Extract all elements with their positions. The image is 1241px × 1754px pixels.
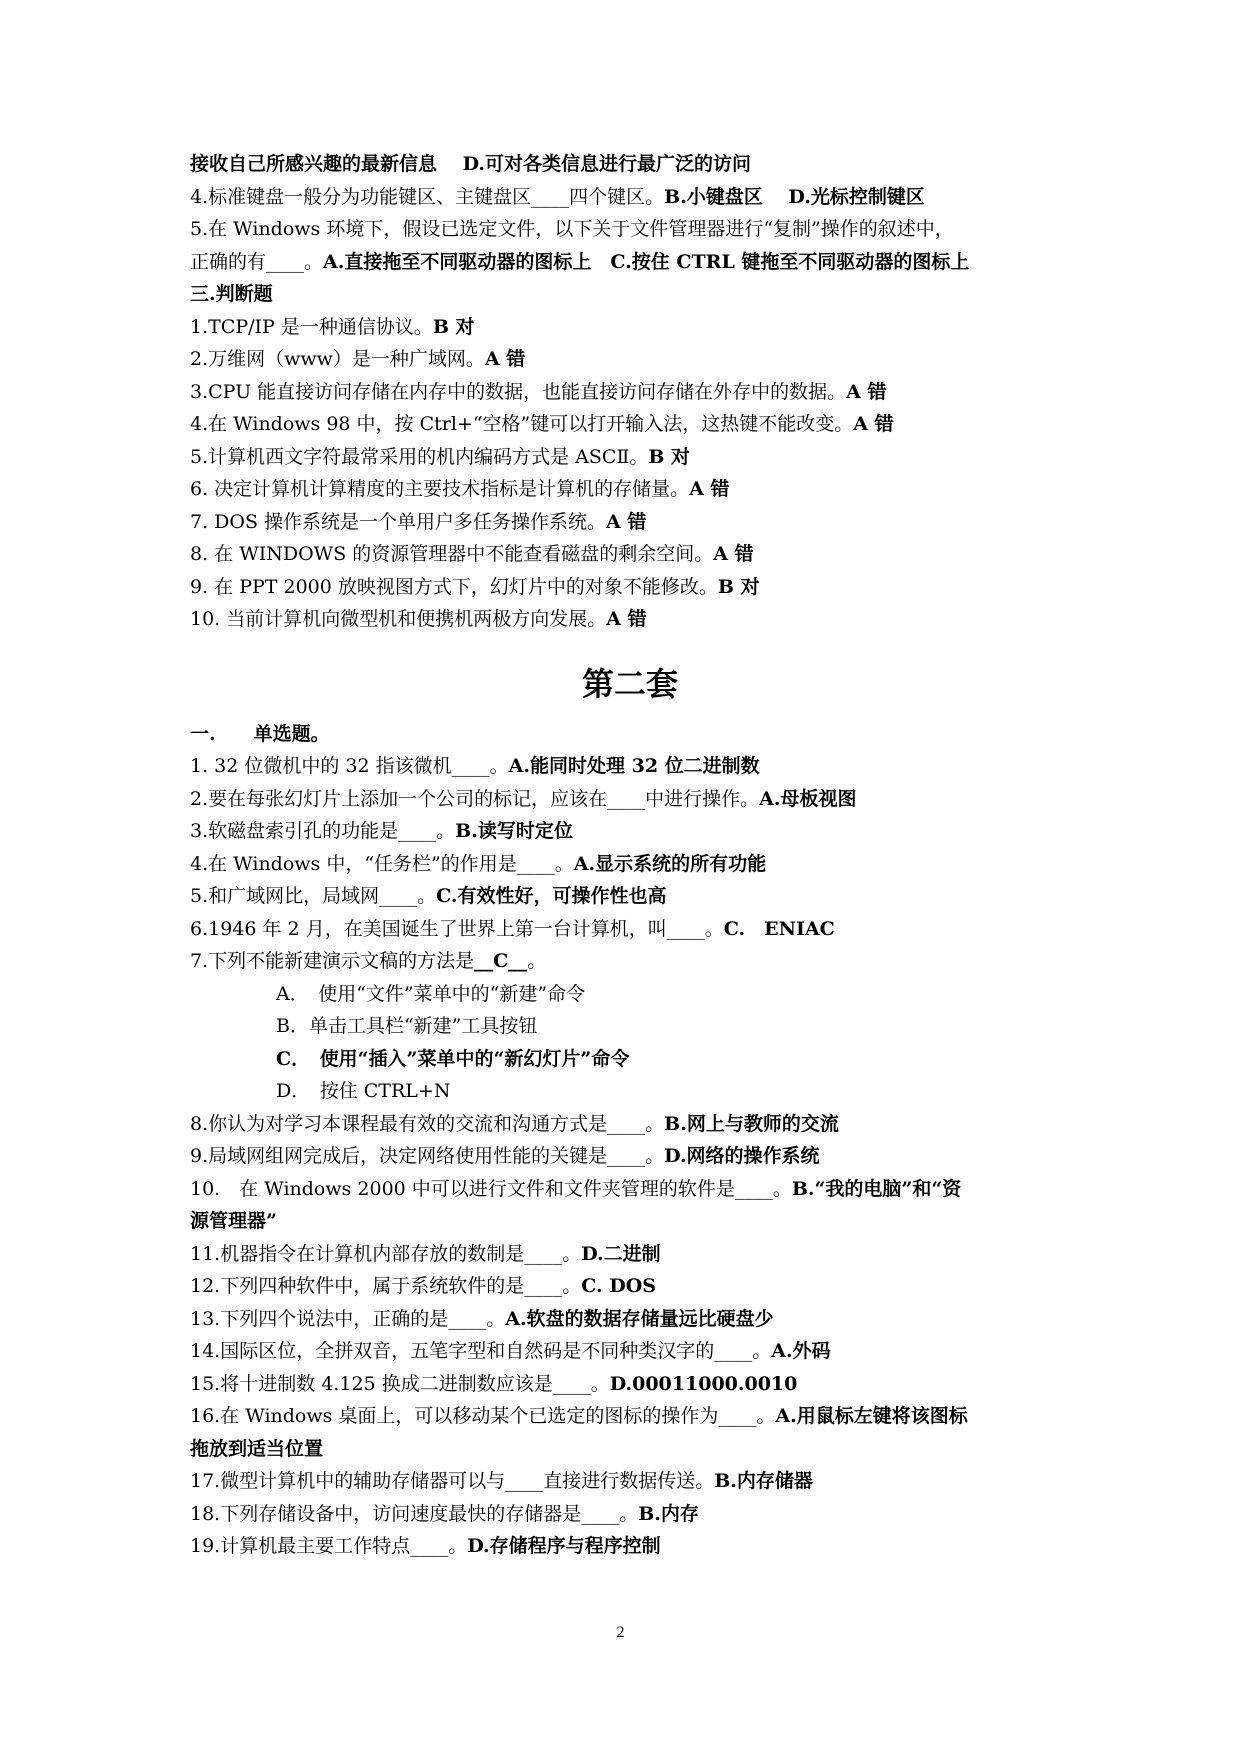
answer-text: A 错 [713,543,754,565]
question-item: 11.机器指令在计算机内部存放的数制是____。D.二进制 [190,1242,661,1265]
answer-text: A.直接拖至不同驱动器的图标上 C.按住 CTRL 键拖至不同驱动器的图标上 [323,250,970,273]
question-item: 19.计算机最主要工作特点____。D.存储程序与程序控制 [190,1535,661,1557]
answer-text: A 错 [484,348,526,370]
answer-text: D.二进制 [581,1242,661,1265]
question-item: 8.你认为对学习本课程最有效的交流和沟通方式是____。B.网上与教师的交流 [190,1112,839,1135]
section-heading-judge: 三.判断题 [190,283,273,305]
question-line: 4.标准键盘一般分为功能键区、主键盘区____四个键区。B.小键盘区 D.光标控制键区 [190,185,925,208]
answer-text: A.母板视图 [759,787,857,810]
option-d: D． 按住 CTRL+N [276,1080,451,1102]
answer-text: A 错 [606,608,647,630]
set-title: 第二套 [581,664,678,703]
answer-text: B 对 [717,575,760,598]
judge-item: 5.计算机西文字符最常采用的机内编码方式是 ASCⅡ。B 对 [190,445,691,468]
judge-item: 1.TCP/IP 是一种通信协议。B 对 [190,315,475,338]
answer-text: __C__ [474,950,528,972]
answer-text: C. ENIAC [723,917,835,940]
question-item: 13.下列四个说法中，正确的是____。A.软盘的数据存储量远比硬盘少 [190,1307,774,1330]
answer-text: A 错 [846,380,887,403]
answer-text: A.用鼠标左键将该图标 [775,1405,968,1427]
answer-text: B.“我的电脑”和“资 [791,1177,962,1200]
answer-text: A 错 [689,478,730,500]
question-item: 4.在 Windows 中，“任务栏”的作用是____。A.显示系统的所有功能 [190,852,767,875]
answer-text: B.小键盘区 D.光标控制键区 [664,185,925,208]
question-item: 14.国际区位，全拼双音，五笔字型和自然码是不同种类汉字的____。A.外码 [190,1340,831,1362]
answer-text: C.有效性好，可操作性也高 [436,885,667,907]
question-item [190,1205,1070,1238]
page-number: 2 [616,1624,625,1641]
question-item [190,1433,1070,1466]
question-item: 1. 32 位微机中的 32 指该微机____。A.能同时处理 32 位二进制数 [190,755,760,777]
option-a: A． 使用“文件”菜单中的“新建”命令 [276,982,586,1005]
answer-text: B.内存 [638,1502,699,1525]
answer-text: A.能同时处理 32 位二进制数 [508,755,760,777]
answer-text: B.读写时定位 [455,820,573,842]
answer-text: D.网络的操作系统 [664,1145,820,1167]
answer-text: B 对 [432,315,475,338]
page-content [190,148,1070,1563]
answer-text: 源管理器” [190,1210,277,1232]
judge-item: 4.在 Windows 98 中，按 Ctrl+“空格”键可以打开输入法，这热键不能改变。A 错 [190,413,894,435]
answer-text: A 错 [606,510,647,533]
answer-text: B 对 [648,445,691,468]
answer-text: A.显示系统的所有功能 [573,852,767,875]
section-heading-single-choice: 一. 单选题。 [190,722,330,745]
question-item: 9.局域网组网完成后，决定网络使用性能的关键是____。D.网络的操作系统 [190,1145,820,1167]
judge-item: 2.万维网（www）是一种广域网。A 错 [190,348,526,370]
question-line [190,148,1070,181]
question-item: 2.要在每张幻灯片上添加一个公司的标记，应该在____中进行操作。A.母板视图 [190,787,857,810]
answer-text: A.外码 [771,1340,831,1362]
judge-item: 9. 在 PPT 2000 放映视图方式下，幻灯片中的对象不能修改。B 对 [190,575,760,598]
answer-text: D.00011000.0010 [609,1372,798,1395]
answer-text: B.网上与教师的交流 [664,1112,839,1135]
question-item: 16.在 Windows 桌面上，可以移动某个已选定的图标的操作为____。A.用鼠标左键将该图标 [190,1405,968,1427]
question-item: 18.下列存储设备中，访问速度最快的存储器是____。B.内存 [190,1502,699,1525]
answer-text: C. DOS [581,1275,656,1297]
answer-text: 接收自己所感兴趣的最新信息 D.可对各类信息进行最广泛的访问 [190,153,752,175]
question-item: 7.下列不能新建演示文稿的方法是__C__。 [190,950,547,972]
answer-text: B.内存储器 [714,1470,813,1492]
question-item: 3.软磁盘索引孔的功能是____。B.读写时定位 [190,820,573,842]
judge-item: 8. 在 WINDOWS 的资源管理器中不能查看磁盘的剩余空间。A 错 [190,543,754,565]
question-item: 5.和广域网比，局域网____。C.有效性好，可操作性也高 [190,885,667,907]
answer-text: D.存储程序与程序控制 [467,1535,661,1557]
question-item: 10. 在 Windows 2000 中可以进行文件和文件夹管理的软件是____。B.“我的电脑”和“资 [190,1177,962,1200]
judge-item: 3.CPU 能直接访问存储在内存中的数据，也能直接访问存储在外存中的数据。A 错 [190,380,887,403]
question-item: 6.1946 年 2 月，在美国诞生了世界上第一台计算机，叫____。C. ENIAC [190,917,835,940]
question-item: 12.下列四种软件中，属于系统软件的是____。C. DOS [190,1275,656,1297]
question-line: 5.在 Windows 环境下，假设已选定文件，以下关于文件管理器进行“复制”操作的叙述中， [190,218,954,240]
judge-item: 7. DOS 操作系统是一个单用户多任务操作系统。A 错 [190,510,647,533]
question-line: 正确的有____。A.直接拖至不同驱动器的图标上 C.按住 CTRL 键拖至不同驱动器的图标上 [190,250,970,273]
judge-item: 6. 决定计算机计算精度的主要技术指标是计算机的存储量。A 错 [190,478,730,500]
answer-text: A 错 [853,413,894,435]
question-item: 17.微型计算机中的辅助存储器可以与____直接进行数据传送。B.内存储器 [190,1470,813,1492]
answer-text: 拖放到适当位置 [190,1437,324,1460]
judge-item: 10. 当前计算机向微型机和便携机两极方向发展。A 错 [190,608,647,630]
option-c-correct: C． 使用“插入”菜单中的“新幻灯片”命令 [276,1047,630,1070]
question-item: 15.将十进制数 4.125 换成二进制数应该是____。D.00011000.0010 [190,1372,798,1395]
option-b: B．单击工具栏“新建”工具按钮 [276,1015,538,1037]
answer-text: A.软盘的数据存储量远比硬盘少 [505,1307,774,1330]
